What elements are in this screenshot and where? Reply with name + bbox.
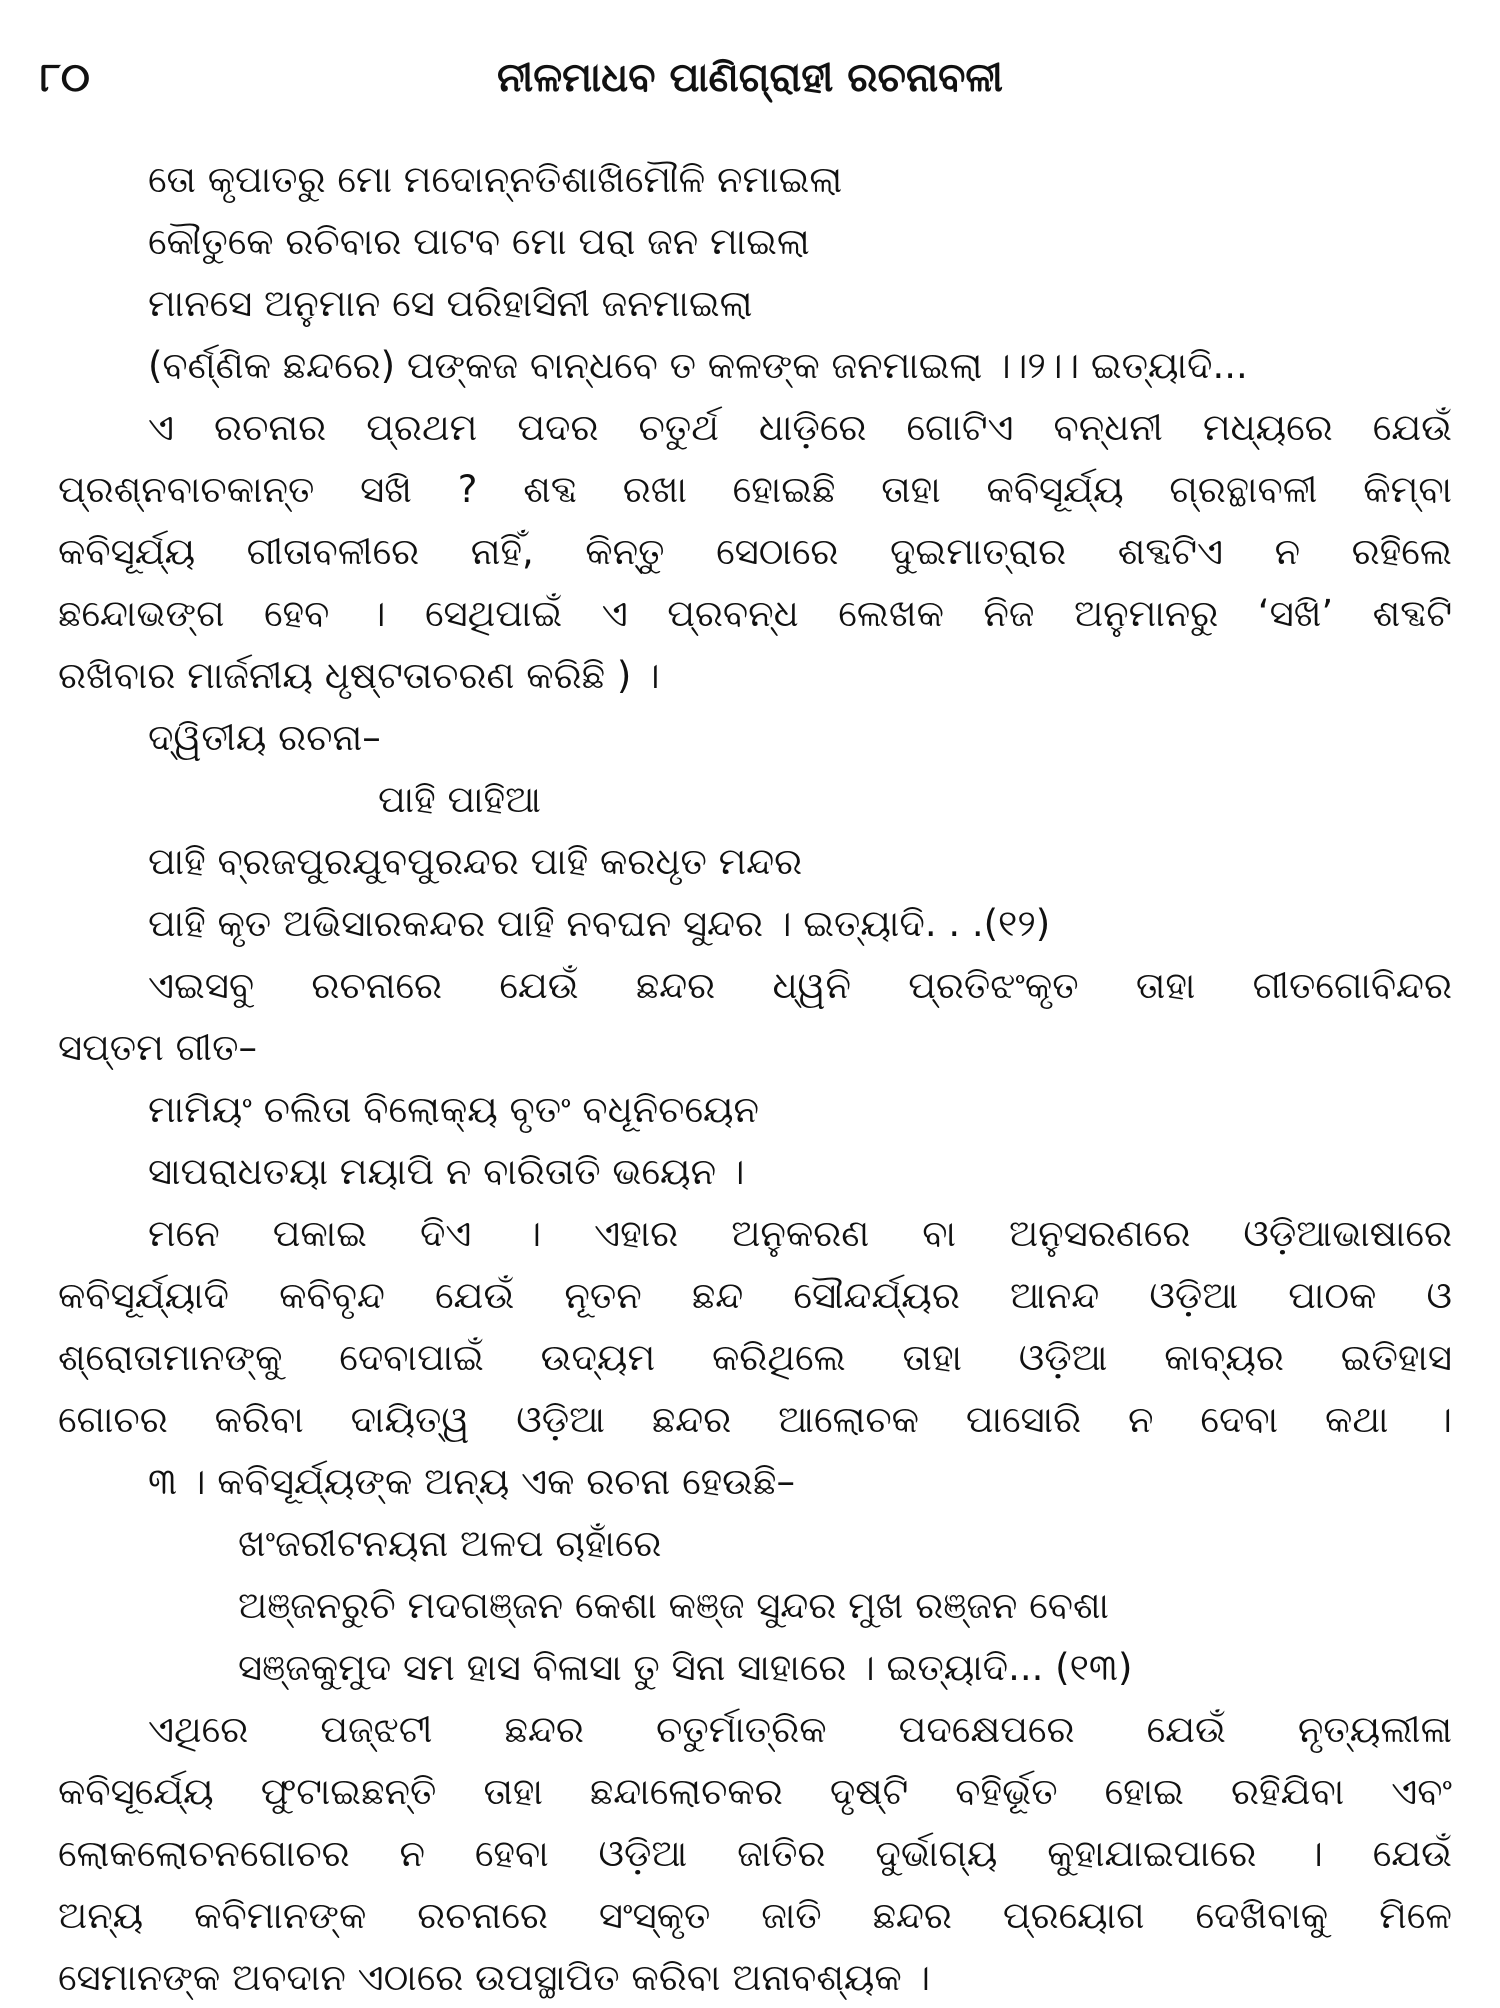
section-label: ଦ୍ୱିତୀୟ ରଚନା–: [148, 716, 381, 759]
paragraph-line: ଏ ରଚନାର ପ୍ରଥମ ପଦର ଚତୁର୍ଥ ଧାଡ଼ିରେ ଗୋଟିଏ ବନ୍ଧନୀ ମଧ୍ୟରେ ଯେଉଁ: [148, 406, 1452, 449]
paragraph-line: ଲୋକଲୋଚନଗୋଚର ନ ହେବା ଓଡ଼ିଆ ଜାତିର ଦୁର୍ଭାଗ୍ୟ କୁହାଯାଇପାରେ । ଯେଉଁ: [58, 1832, 1452, 1875]
paragraph-line: ଛନ୍ଦୋଭଙ୍ଗ ହେବ । ସେଥିପାଇଁ ଏ ପ୍ରବନ୍ଧ ଲେଖକ ନିଜ ଅନୁମାନରୁ ‘ସଖି’ ଶବ୍ଦଟି: [58, 592, 1452, 635]
paragraph-line: ଶ୍ରୋତାମାନଙ୍କୁ ଦେବାପାଇଁ ଉଦ୍ୟମ କରିଥିଲେ ତାହା ଓଡ଼ିଆ କାବ୍ୟର ଇତିହାସ: [58, 1336, 1452, 1379]
paragraph-line: ଏଇସବୁ ରଚନାରେ ଯେଉଁ ଛନ୍ଦର ଧ୍ୱନି ପ୍ରତିଝଂକୃତ ତାହା ଗୀତଗୋବିନ୍ଦର: [148, 964, 1452, 1007]
verse-line: ପାହି କୃତ ଅଭିସାରକନ୍ଦର ପାହି ନବଘନ ସୁନ୍ଦର । ଇତ୍ୟାଦି. . .(୧୨): [148, 902, 1051, 945]
verse-line: କୌତୁକେ ରଚିବାର ପାଟବ ମୋ ପରା ଜନ ମାଇଲା: [148, 220, 810, 263]
paragraph-line: ଗୋଚର କରିବା ଦାୟିତ୍ୱ ଓଡ଼ିଆ ଛନ୍ଦର ଆଲୋଚକ ପାସୋରି ନ ଦେବା କଥା ।: [58, 1398, 1452, 1441]
paragraph-line: ଅନ୍ୟ କବିମାନଙ୍କ ରଚନାରେ ସଂସ୍କୃତ ଜାତି ଛନ୍ଦର ପ୍ରୟୋଗ ଦେଖିବାକୁ ମିଳେ: [58, 1894, 1452, 1937]
page-header: [40, 55, 1460, 125]
paragraph-line: ସେମାନଙ୍କ ଅବଦାନ ଏଠାରେ ଉପସ୍ଥାପିତ କରିବା ଅନାବଶ୍ୟକ ।: [58, 1956, 931, 1999]
verse-line: ମାମିୟଂ ଚଲିତା ବିଲୋକ୍ୟ ବୃତଂ ବଧୂନିଚୟେନ: [148, 1088, 760, 1131]
verse-line: ପାହି ପାହିଆ: [378, 778, 541, 821]
paragraph-line: ଏଥିରେ ପଜ୍ଝଟୀ ଛନ୍ଦର ଚତୁର୍ମାତ୍ରିକ ପଦକ୍ଷେପରେ ଯେଉଁ ନୃତ୍ୟଲୀଳା: [148, 1708, 1452, 1751]
paragraph-line: ସପ୍ତମ ଗୀତ–: [58, 1026, 257, 1069]
verse-line: ଅଞ୍ଜନରୁଚି ମଦଗଞ୍ଜନ କେଶା କଞ୍ଜ ସୁନ୍ଦର ମୁଖ ରଞ୍ଜନ ବେଶା: [238, 1584, 1109, 1627]
paragraph-line: କବିସୂର୍ଯ୍ୟାଦି କବିବୃନ୍ଦ ଯେଉଁ ନୂତନ ଛନ୍ଦ ସୌନ୍ଦର୍ଯ୍ୟର ଆନନ୍ଦ ଓଡ଼ିଆ ପାଠକ ଓ: [58, 1274, 1452, 1317]
verse-line: ସଞ୍ଜକୁମୁଦ ସମ ହାସ ବିଳାସା ତୁ ସିନା ସାହାରେ । ଇତ୍ୟାଦି... (୧୩): [238, 1646, 1133, 1689]
verse-line: ମାନସେ ଅନୁମାନ ସେ ପରିହାସିନୀ ଜନମାଇଲା: [148, 282, 753, 325]
paragraph-line: ରଖିବାର ମାର୍ଜନୀୟ ଧୃଷ୍ଟତାଚରଣ କରିଛି ) ।: [58, 654, 660, 697]
paragraph-line: କବିସୂର୍ଯ୍ୟ ଗୀତାବଳୀରେ ନାହିଁ, କିନ୍ତୁ ସେଠାରେ ଦୁଇମାତ୍ରାର ଶବ୍ଦଟିଏ ନ ରହିଲେ: [58, 530, 1452, 573]
page-number: ୮୦: [40, 55, 90, 101]
paragraph-line: ପ୍ରଶ୍ନବାଚକାନ୍ତ ସଖି ? ଶବ୍ଦ ରଖା ହୋଇଛି ତାହା କବିସୂର୍ଯ୍ୟ ଗ୍ରନ୍ଥାବଳୀ କିମ୍ବା: [58, 468, 1452, 511]
verse-line: ତୋ କୃପାତରୁ ମୋ ମଦୋନ୍ନତିଶାଖିମୌଳି ନମାଇଲା: [148, 158, 843, 201]
running-title: ନୀଳମାଧବ ପାଣିଗ୍ରାହୀ ରଚନାବଳୀ: [496, 55, 1004, 101]
paragraph-line: ମନେ ପକାଇ ଦିଏ । ଏହାର ଅନୁକରଣ ବା ଅନୁସରଣରେ ଓଡ଼ିଆଭାଷାରେ: [148, 1212, 1452, 1255]
section-label: ୩ । କବିସୂର୍ଯ୍ୟଙ୍କ ଅନ୍ୟ ଏକ ରଚନା ହେଉଛି–: [148, 1460, 795, 1503]
verse-line: ଖଂଜରୀଟନୟନା ଅଳପ ଚାହାଁରେ: [238, 1522, 662, 1565]
verse-line: ପାହି ବ୍ରଜପୁରଯୁବପୁରନ୍ଦର ପାହି କରଧୃତ ମନ୍ଦର: [148, 840, 803, 883]
paragraph-line: କବିସୂର୍ଯ୍ୟେ ଫୁଟାଇଛନ୍ତି ତାହା ଛନ୍ଦାଲୋଚକର ଦୃଷ୍ଟି ବହିର୍ଭୂତ ହୋଇ ରହିଯିବା ଏବଂ: [58, 1770, 1452, 1813]
verse-line: ସାପରାଧତୟା ମୟାପି ନ ବାରିତାତି ଭୟେନ ।: [148, 1150, 745, 1193]
verse-line: (ବର୍ଣ୍ଣିକ ଛନ୍ଦରେ) ପଙ୍କଜ ବାନ୍ଧବେ ତ କଳଙ୍କ ଜନମାଇଲା ।।୨।। ଇତ୍ୟାଦି...: [148, 344, 1248, 387]
